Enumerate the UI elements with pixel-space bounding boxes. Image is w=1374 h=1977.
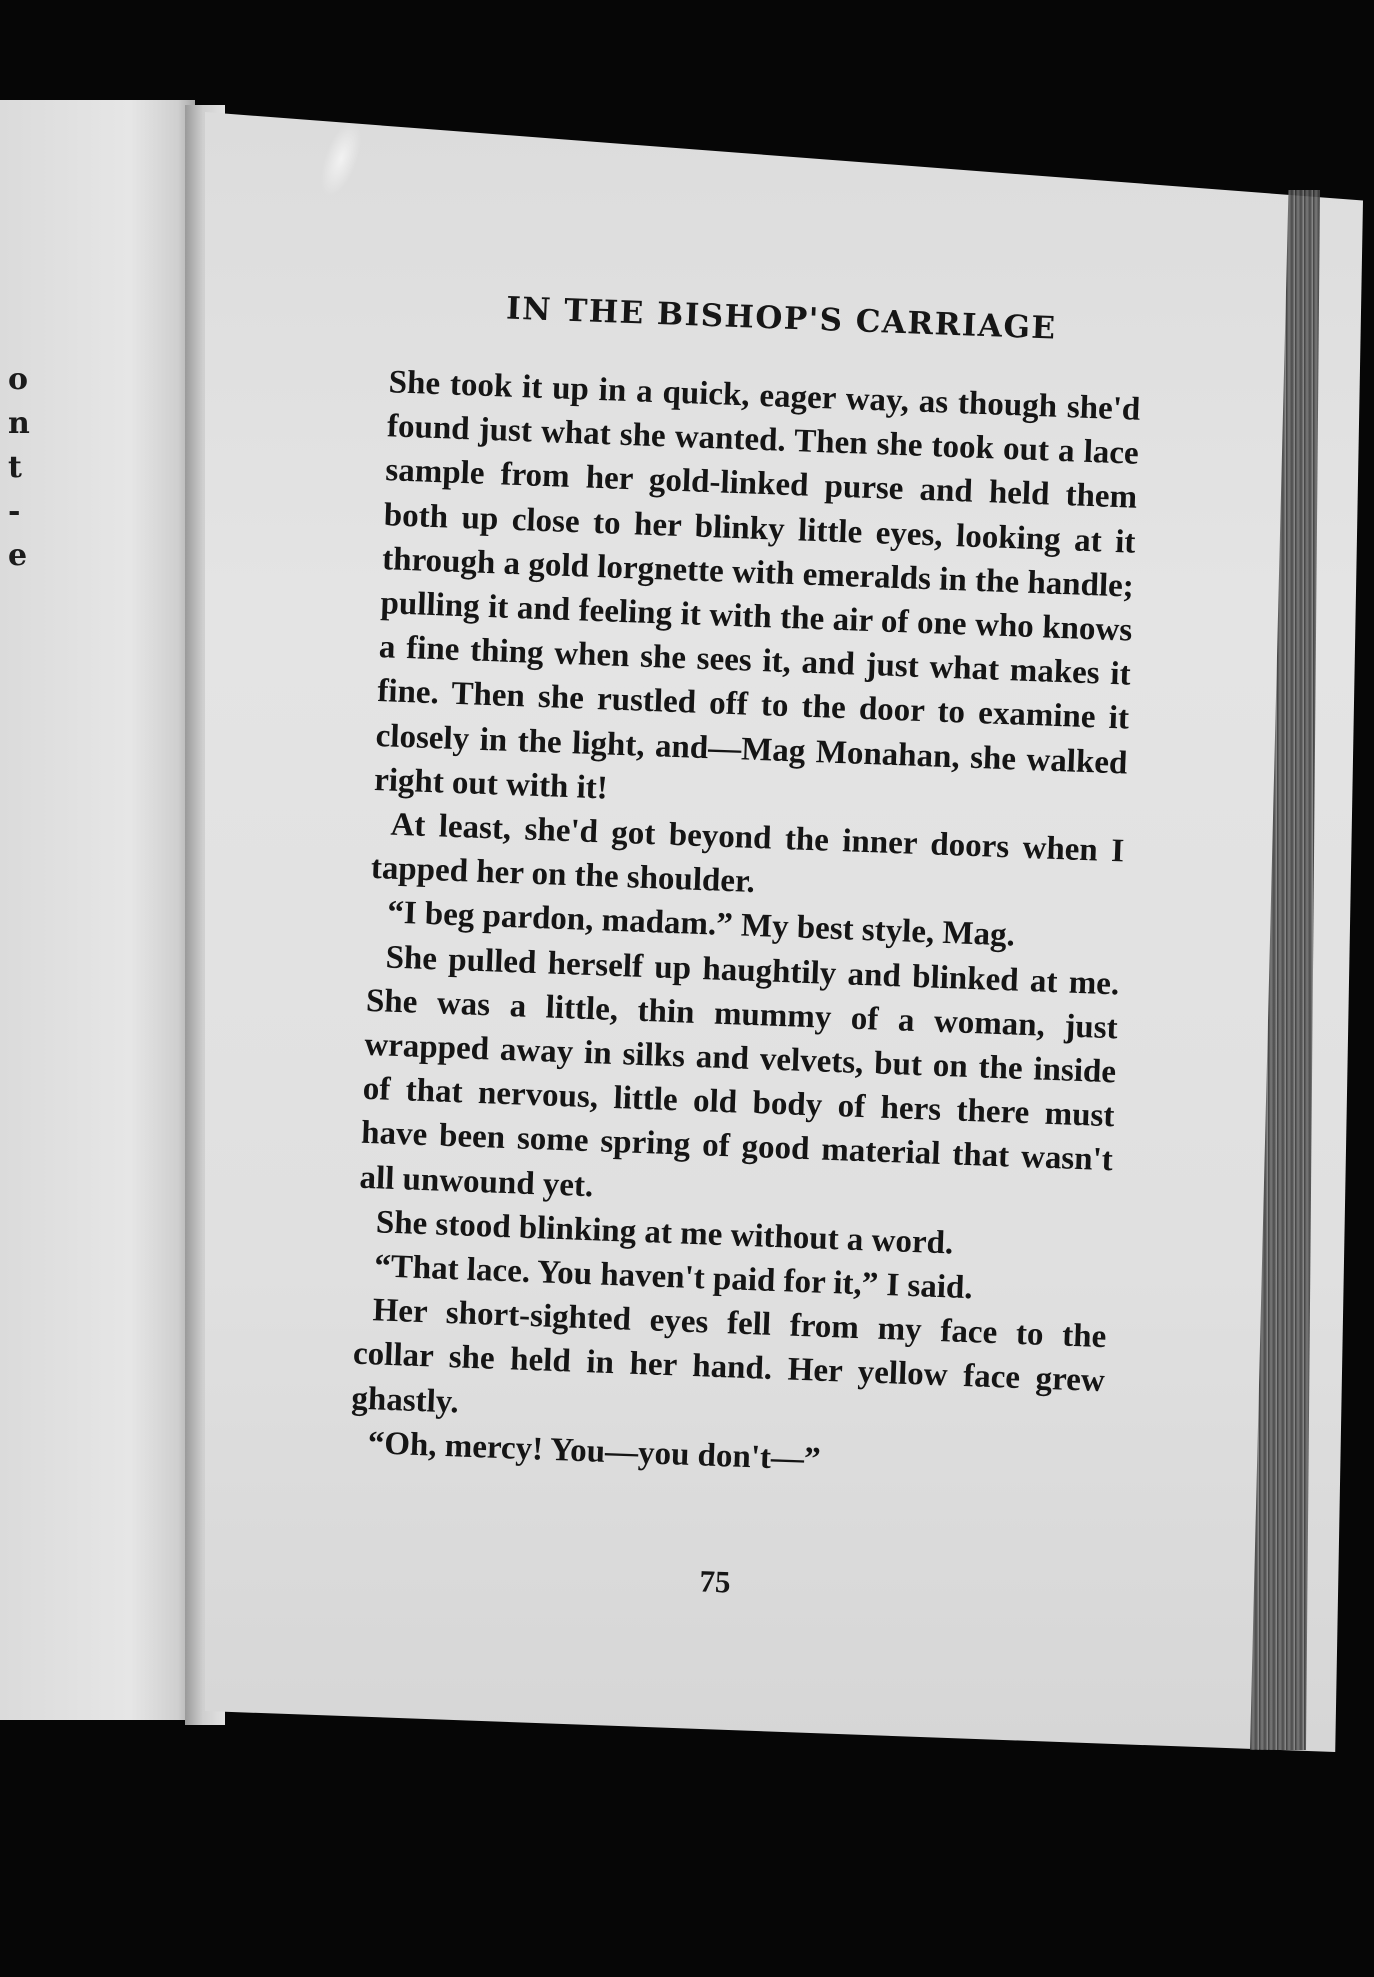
paragraph: At least, she'd got beyond the inner doors when I tapped her on the shoulder. [370,806,1125,901]
left-page-fragment: t [8,450,22,485]
paragraph: She pulled herself up haughtily and blinked at me. She was a little, thin mummy of a woman, just wrapped away in silks and velvets, but on the inside of that nervous, little old body of hers there must have been some spring of good material that wasn't all unwound yet. [358,939,1120,1204]
page-number: 75 [698,1563,732,1600]
left-page-fragment: n [8,406,30,441]
paragraph: She took it up in a quick, eager way, as though she'd found just what she wanted. Then she took out a lace sample from her gold-linked purse and held them both up close to her blinky little eyes, looking at it through a gold lorgnette with emeralds in the handle; pulling it and feeling it with the air of one who knows a fine thing when she sees it, and just what makes it fine. Then she rustled off to the door to examine it closely in the light, and—Mag Monahan, she walked right out with it! [373,364,1141,807]
left-page-fragment: e [8,538,28,573]
paragraph: She stood blinking at me without a word. [375,1204,954,1262]
left-page-fragment: - [8,494,21,529]
paragraph: “I beg pardon, madam.” My best style, Mag. [386,895,1016,954]
paragraph: Her short-sighted eyes fell from my face to the collar she held in her hand. Her yellow face grew ghastly. [350,1292,1107,1421]
paragraph: “Oh, mercy! You—you don't—” [367,1425,822,1478]
left-page-fragment: o [8,362,29,397]
running-head: IN THE BISHOP'S CARRIAGE [505,290,1058,347]
paragraph: “That lace. You haven't paid for it,” I said. [373,1248,974,1307]
body-text [349,360,1141,1492]
